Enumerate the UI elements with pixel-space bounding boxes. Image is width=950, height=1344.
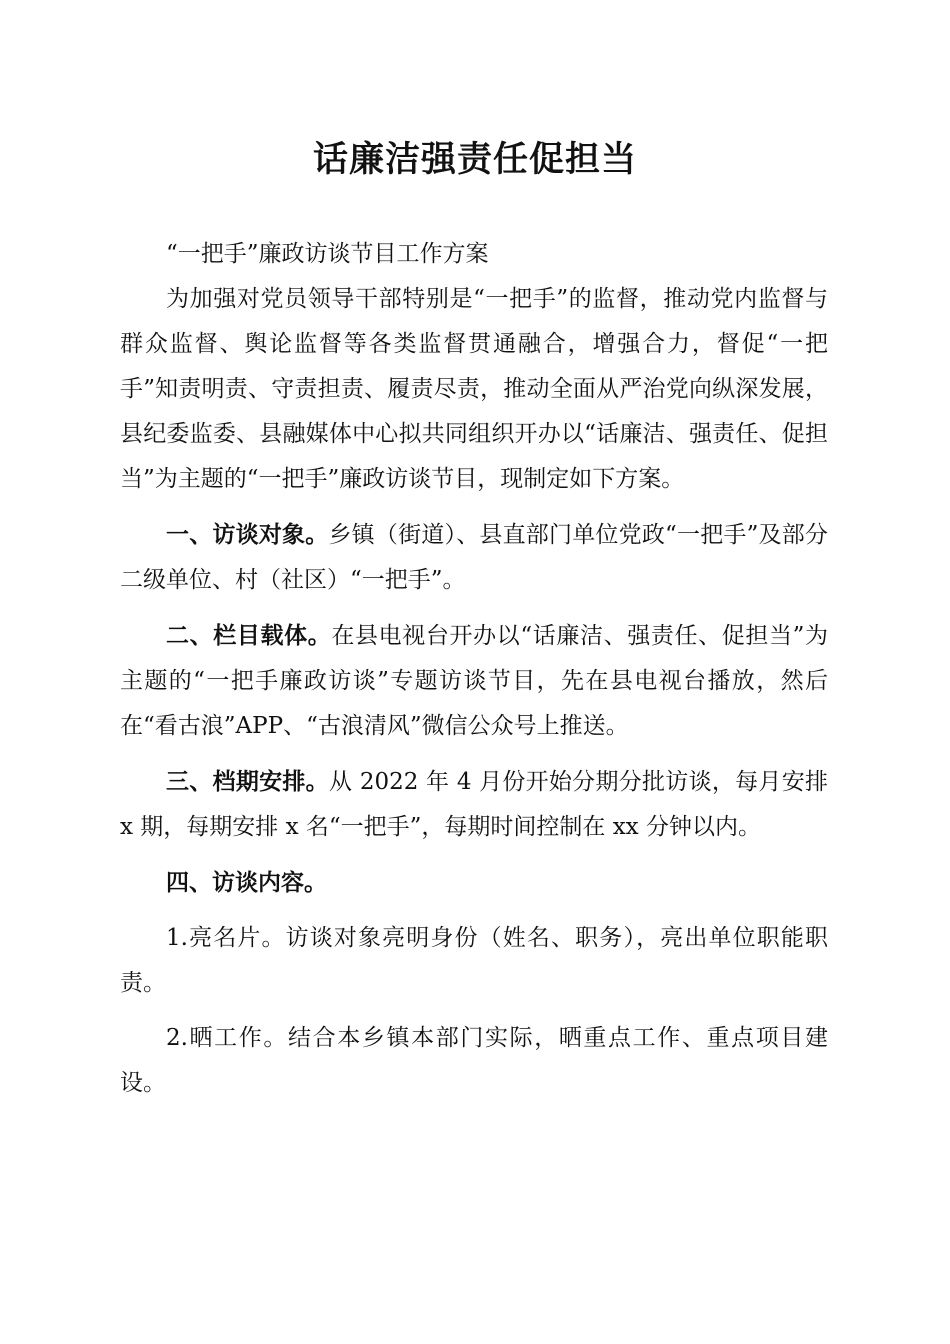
section-paragraph-3 [120,759,828,850]
list-item-2: 2.晒工作。结合本乡镇本部门实际，晒重点工作、重点项目建设。 [120,1025,828,1096]
section-paragraph-4 [120,860,828,906]
section-heading-1: 一、访谈对象。 [166,521,329,548]
intro-paragraph: 为加强对党员领导干部特别是“一把手”的监督，推动党内监督与群众监督、舆论监督等各类监督贯通融合，增强合力，督促“一把手”知责明责、守责担责、履责尽责，推动全面从严治党向纵深发展，县纪委监委、县融媒体中心拟共同组织开办以“话廉洁、强责任、促担当”为主题的“一把手”廉政访谈节目，现制定如下方案。 [120,286,828,492]
section-paragraph-1 [120,512,828,603]
section-text-1: 乡镇（街道）、县直部门单位党政“一把手”及部分二级单位、村（社区）“一把手”。 [120,522,828,593]
section-heading-4: 四、访谈内容。 [166,869,327,896]
document-subtitle: “一把手”廉政访谈节目工作方案 [166,241,489,267]
section-heading-3: 三、档期安排。 [166,768,329,795]
section-paragraph-2 [120,613,828,749]
document-body [120,232,828,1106]
section-text-2: 在县电视台开办以“话廉洁、强责任、促担当”为主题的“一把手廉政访谈”专题访谈节目，先在县电视台播放，然后在“看古浪”APP、“古浪清风”微信公众号上推送。 [120,623,828,739]
list-item-1: 1.亮名片。访谈对象亮明身份（姓名、职务），亮出单位职能职责。 [120,925,828,996]
document-title: 话廉洁强责任促担当 [312,139,637,180]
section-text-3: 从 2022 年 4 月份开始分期分批访谈，每月安排 x 期，每期安排 x 名“一把手”，每期时间控制在 xx 分钟以内。 [120,769,828,840]
section-heading-2: 二、栏目载体。 [166,622,332,649]
